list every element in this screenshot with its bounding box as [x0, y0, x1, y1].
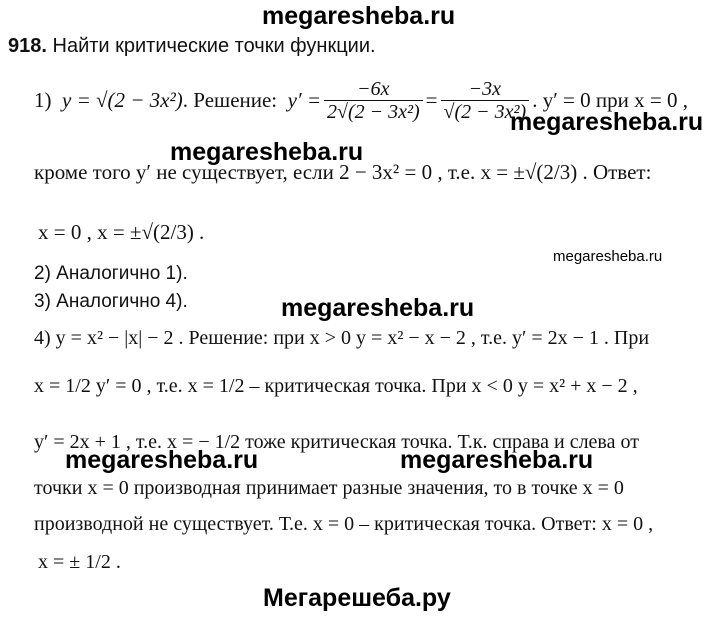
- part1-function: y = √(2 − 3x²): [62, 88, 183, 112]
- problem-title: Найти критические точки функции.: [52, 35, 376, 57]
- watermark-low-left: megaresheba.ru: [65, 446, 259, 474]
- solution-line-4: 2) Аналогично 1).: [34, 263, 188, 284]
- watermark-center: megaresheba.ru: [281, 294, 475, 322]
- part1-line-end: . y′ = 0 при x = 0 ,: [532, 88, 688, 112]
- solution-line-7: x = 1/2 y′ = 0 , т.е. x = 1/2 – критическая точка. При x < 0 y = x² + x − 2 ,: [34, 375, 638, 397]
- solution-line-9: точки x = 0 производная принимает разные значения, то в точке x = 0: [34, 477, 624, 499]
- watermark-mid-left: megaresheba.ru: [170, 138, 364, 166]
- solution-line-2: кроме того y′ не существует, если 2 − 3x² = 0 , т.е. x = ±√(2/3) . Ответ:: [34, 160, 652, 184]
- derivative-fraction-2: $\frac{-3x}{\text{√(2 − 3x²)}}$: [441, 78, 530, 123]
- derivative-fraction-1: $\frac{-6x}{\text{2√(2 − 3x²)}}$: [324, 78, 423, 123]
- solution-line-1: 1) y = √(2 − 3x²) . Решение: y′ = $\frac{-6x}{\text{2√(2 − 3x²)}}$ = $\frac{-3x}{\text{√(2 − 3x²)}}$ . y′ = 0 при x = 0 ,: [34, 77, 688, 123]
- solution-line-8: y′ = 2x + 1 , т.е. x = − 1/2 тоже критическая точка. Т.к. справа и слева от: [34, 431, 639, 453]
- watermark-top: megaresheba.ru: [262, 2, 456, 30]
- solution-line-11: x = ± 1/2 .: [38, 551, 121, 573]
- solution-line-10: производной не существует. Т.е. x = 0 – критическая точка. Ответ: x = 0 ,: [34, 513, 654, 535]
- part1-solution-word: . Решение:: [182, 88, 278, 112]
- solution-line-6: 4) y = x² − |x| − 2 . Решение: при x > 0 y = x² − x − 2 , т.е. y′ = 2x − 1 . При: [34, 327, 650, 349]
- watermark-small: megaresheba.ru: [553, 248, 663, 265]
- problem-number: 918.: [8, 35, 47, 57]
- part1-derivative: y′ =: [287, 88, 321, 112]
- watermark-mid-right: megaresheba.ru: [510, 108, 704, 136]
- watermark-low-right: megaresheba.ru: [400, 446, 594, 474]
- watermark-bottom: Мегарешеба.ру: [263, 584, 451, 612]
- solution-line-3: x = 0 , x = ±√(2/3) .: [38, 220, 205, 244]
- problem-heading: [8, 34, 376, 58]
- solution-line-5: 3) Аналогично 4).: [34, 291, 188, 312]
- part1-label: 1): [34, 88, 52, 112]
